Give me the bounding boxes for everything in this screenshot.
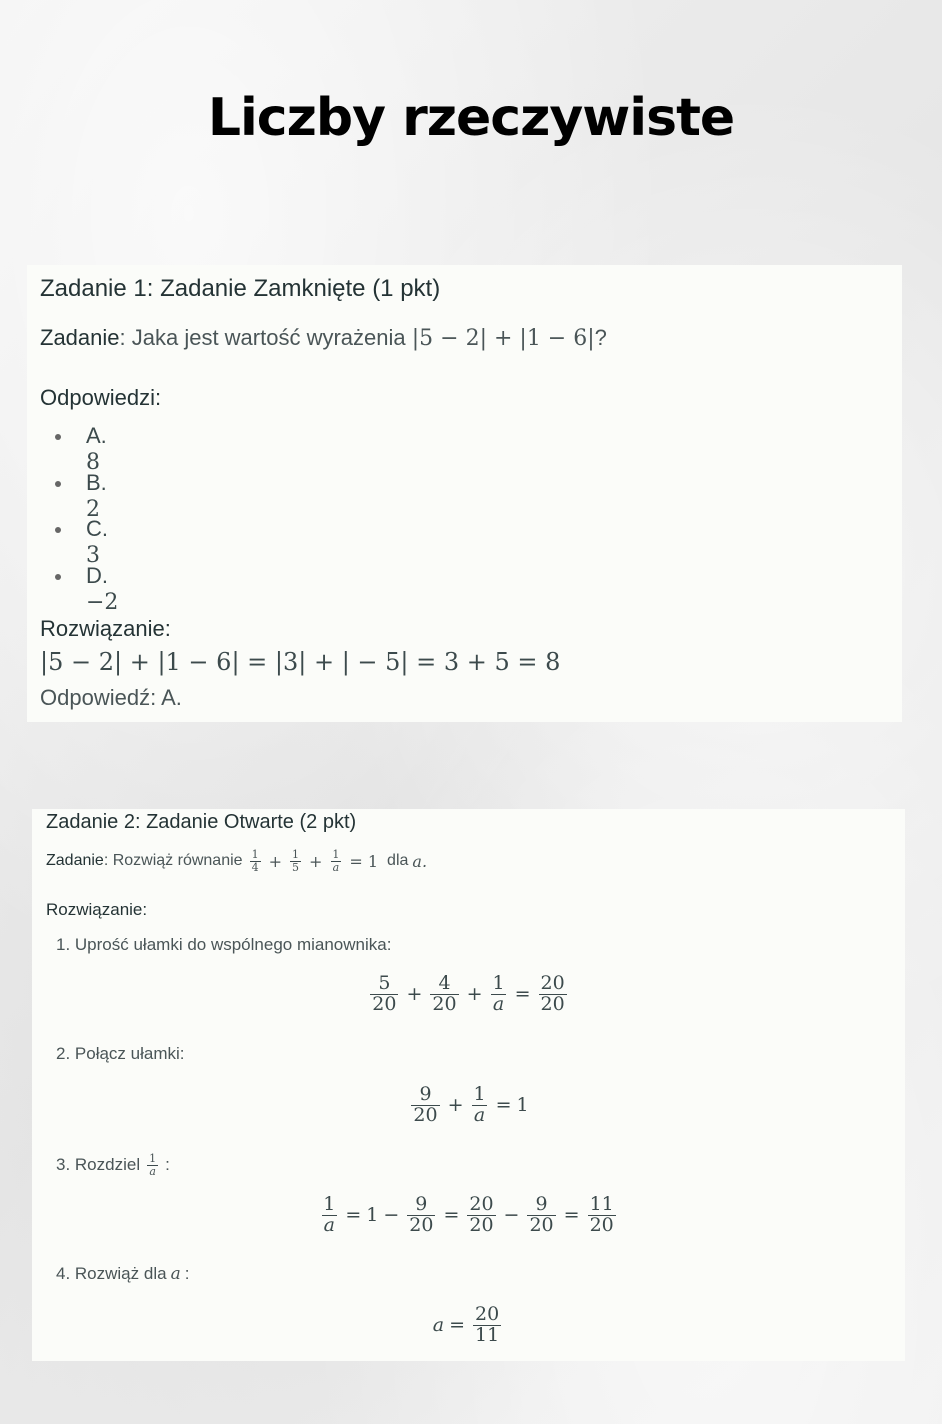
step-1-equation: $\frac{5}{20}$ + $\frac{4}{20}$ + $\frac{1}{a}$ = $\frac{20}{20}$ bbox=[372, 972, 565, 1015]
answer-label: D. bbox=[86, 562, 108, 588]
task-2-question bbox=[46, 849, 427, 873]
solution-heading: Rozwiązanie: bbox=[46, 900, 148, 919]
question-suffix: dla bbox=[387, 852, 409, 870]
task-2-heading: Zadanie 2: Zadanie Otwarte (2 pkt) bbox=[46, 811, 357, 833]
bullet-icon bbox=[55, 481, 61, 487]
question-label: Zadanie bbox=[46, 852, 104, 870]
step-2-label: 2. Połącz ułamki: bbox=[56, 1044, 185, 1063]
final-answer: Odpowiedź: A. bbox=[40, 685, 182, 710]
answer-value: 2 bbox=[86, 496, 100, 522]
bullet-icon bbox=[55, 527, 61, 533]
question-text: : Jaka jest wartość wyrażenia bbox=[119, 325, 412, 350]
question-end: ? bbox=[594, 325, 607, 350]
step-3-equation: $\frac{1}{a}$ = 1 − $\frac{9}{20}$ = $\frac{20}{20}$ − $\frac{9}{20}$ = $\frac{11}{20}$ bbox=[323, 1193, 614, 1236]
step-3-label: 3. Rozdziel $\frac{1}{a}$ : bbox=[56, 1152, 170, 1178]
step-1-label: 1. Uprość ułamki do wspólnego mianownika: bbox=[56, 935, 392, 954]
answer-value: −2 bbox=[86, 589, 119, 615]
task-1-question bbox=[40, 325, 607, 351]
question-label: Zadanie bbox=[40, 325, 120, 350]
step-2-equation: $\frac{9}{20}$ + $\frac{1}{a}$ = 1 bbox=[413, 1083, 529, 1126]
page-title: Liczby rzeczywiste bbox=[207, 88, 735, 148]
question-equation: $\frac{1}{4}$ + $\frac{1}{5}$ + $\frac{1}{a}$ = 1 bbox=[251, 848, 379, 874]
task-1-heading: Zadanie 1: Zadanie Zamknięte (1 pkt) bbox=[40, 275, 441, 302]
answer-value: 8 bbox=[86, 450, 100, 475]
solution-math: |5 − 2| + |1 − 6| = |3| + | − 5| = 3 + 5 = 8 bbox=[40, 648, 561, 676]
answer-label: B. bbox=[86, 469, 107, 495]
question-var: a. bbox=[412, 851, 428, 871]
question-math: |5 − 2| + |1 − 6| bbox=[411, 326, 595, 351]
task-2-card bbox=[32, 809, 905, 1361]
answers-heading: Odpowiedzi: bbox=[40, 385, 162, 410]
question-text: : Rozwiąż równanie bbox=[103, 852, 243, 870]
step-4-label: 4. Rozwiąż dla a : bbox=[56, 1264, 190, 1284]
task-1-card bbox=[27, 265, 902, 722]
answer-value: 3 bbox=[86, 543, 100, 568]
solution-heading: Rozwiązanie: bbox=[40, 616, 171, 641]
answer-label: C. bbox=[86, 516, 108, 541]
bullet-icon bbox=[55, 574, 61, 580]
step-4-equation: a = $\frac{20}{11}$ bbox=[432, 1303, 500, 1346]
answer-label: A. bbox=[86, 423, 107, 448]
bullet-icon bbox=[55, 434, 61, 440]
